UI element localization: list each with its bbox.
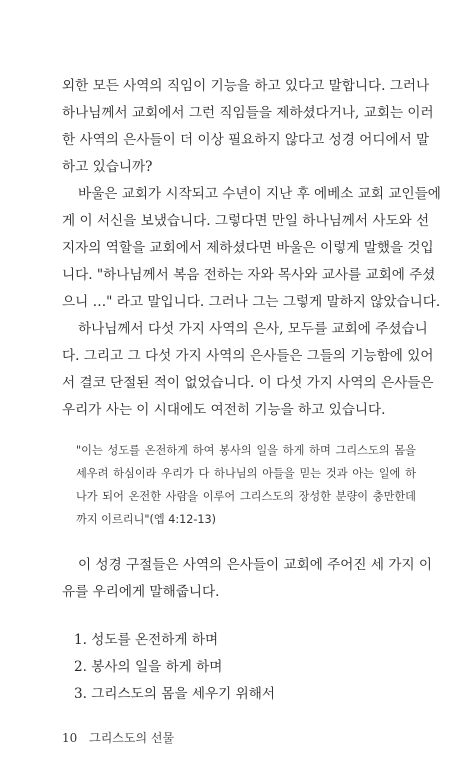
text-line: 하나님께서 교회에서 그런 직임들을 제하셨다거나, 교회는 이러 [62,105,434,121]
text-line: 한 사역의 은사들이 더 이상 필요하지 않다고 성경 어디에서 말 [62,132,430,148]
text-line: 바울은 교회가 시작되고 수년이 지난 후 에베소 교회 교인들에 [78,186,441,202]
text-line: 우리가 사는 이 시대에도 여전히 기능을 하고 있습니다. [62,402,386,418]
text-line: 다. 그리고 그 다섯 가지 사역의 은사들은 그들의 기능함에 있어 [62,348,434,364]
page-number: 10 [62,731,78,745]
quote-line: "이는 성도를 온전하게 하여 봉사의 일을 하게 하며 그리스도의 몸을 [76,444,416,457]
list-item: 2. 봉사의 일을 하게 하며 [74,659,223,675]
book-title: 그리스도의 선물 [89,731,175,745]
text-line: 이 성경 구절들은 사역의 은사들이 교회에 주어진 세 가지 이 [78,557,433,573]
text-line: 서 결코 단절된 적이 없었습니다. 이 다섯 가지 사역의 은사들은 [62,375,434,391]
quote-line: 나가 되어 온전한 사람을 이루어 그리스도의 장성한 분량이 충만한데 [76,490,416,503]
text-line: 니다. "하나님께서 복음 전하는 자와 목사와 교사를 교회에 주셨 [62,267,436,283]
list-item: 1. 성도를 온전하게 하며 [74,632,219,648]
text-line: 으니 …" 라고 말입니다. 그러나 그는 그렇게 말하지 않았습니다. [62,294,441,310]
quote-line: 까지 이르리니"(엡 4:12-13) [76,513,217,526]
page-footer [62,730,174,746]
list-item: 3. 그리스도의 몸을 세우기 위해서 [74,686,275,702]
text-line: 외한 모든 사역의 직임이 기능을 하고 있다고 말합니다. 그러나 [62,78,430,94]
text-line: 게 이 서신을 보냈습니다. 그렇다면 만일 하나님께서 사도와 선 [62,213,430,229]
text-line: 지자의 역할을 교회에서 제하셨다면 바울은 이렇게 말했을 것입 [62,240,434,256]
quote-line: 세우려 하심이라 우리가 다 하나님의 아들을 믿는 것과 아는 일에 하 [76,467,416,480]
text-line: 하나님께서 다섯 가지 사역의 은사, 모두를 교회에 주셨습니 [78,321,428,337]
text-line: 유를 우리에게 말해줍니다. [62,584,220,600]
text-line: 하고 있습니까? [62,159,153,175]
